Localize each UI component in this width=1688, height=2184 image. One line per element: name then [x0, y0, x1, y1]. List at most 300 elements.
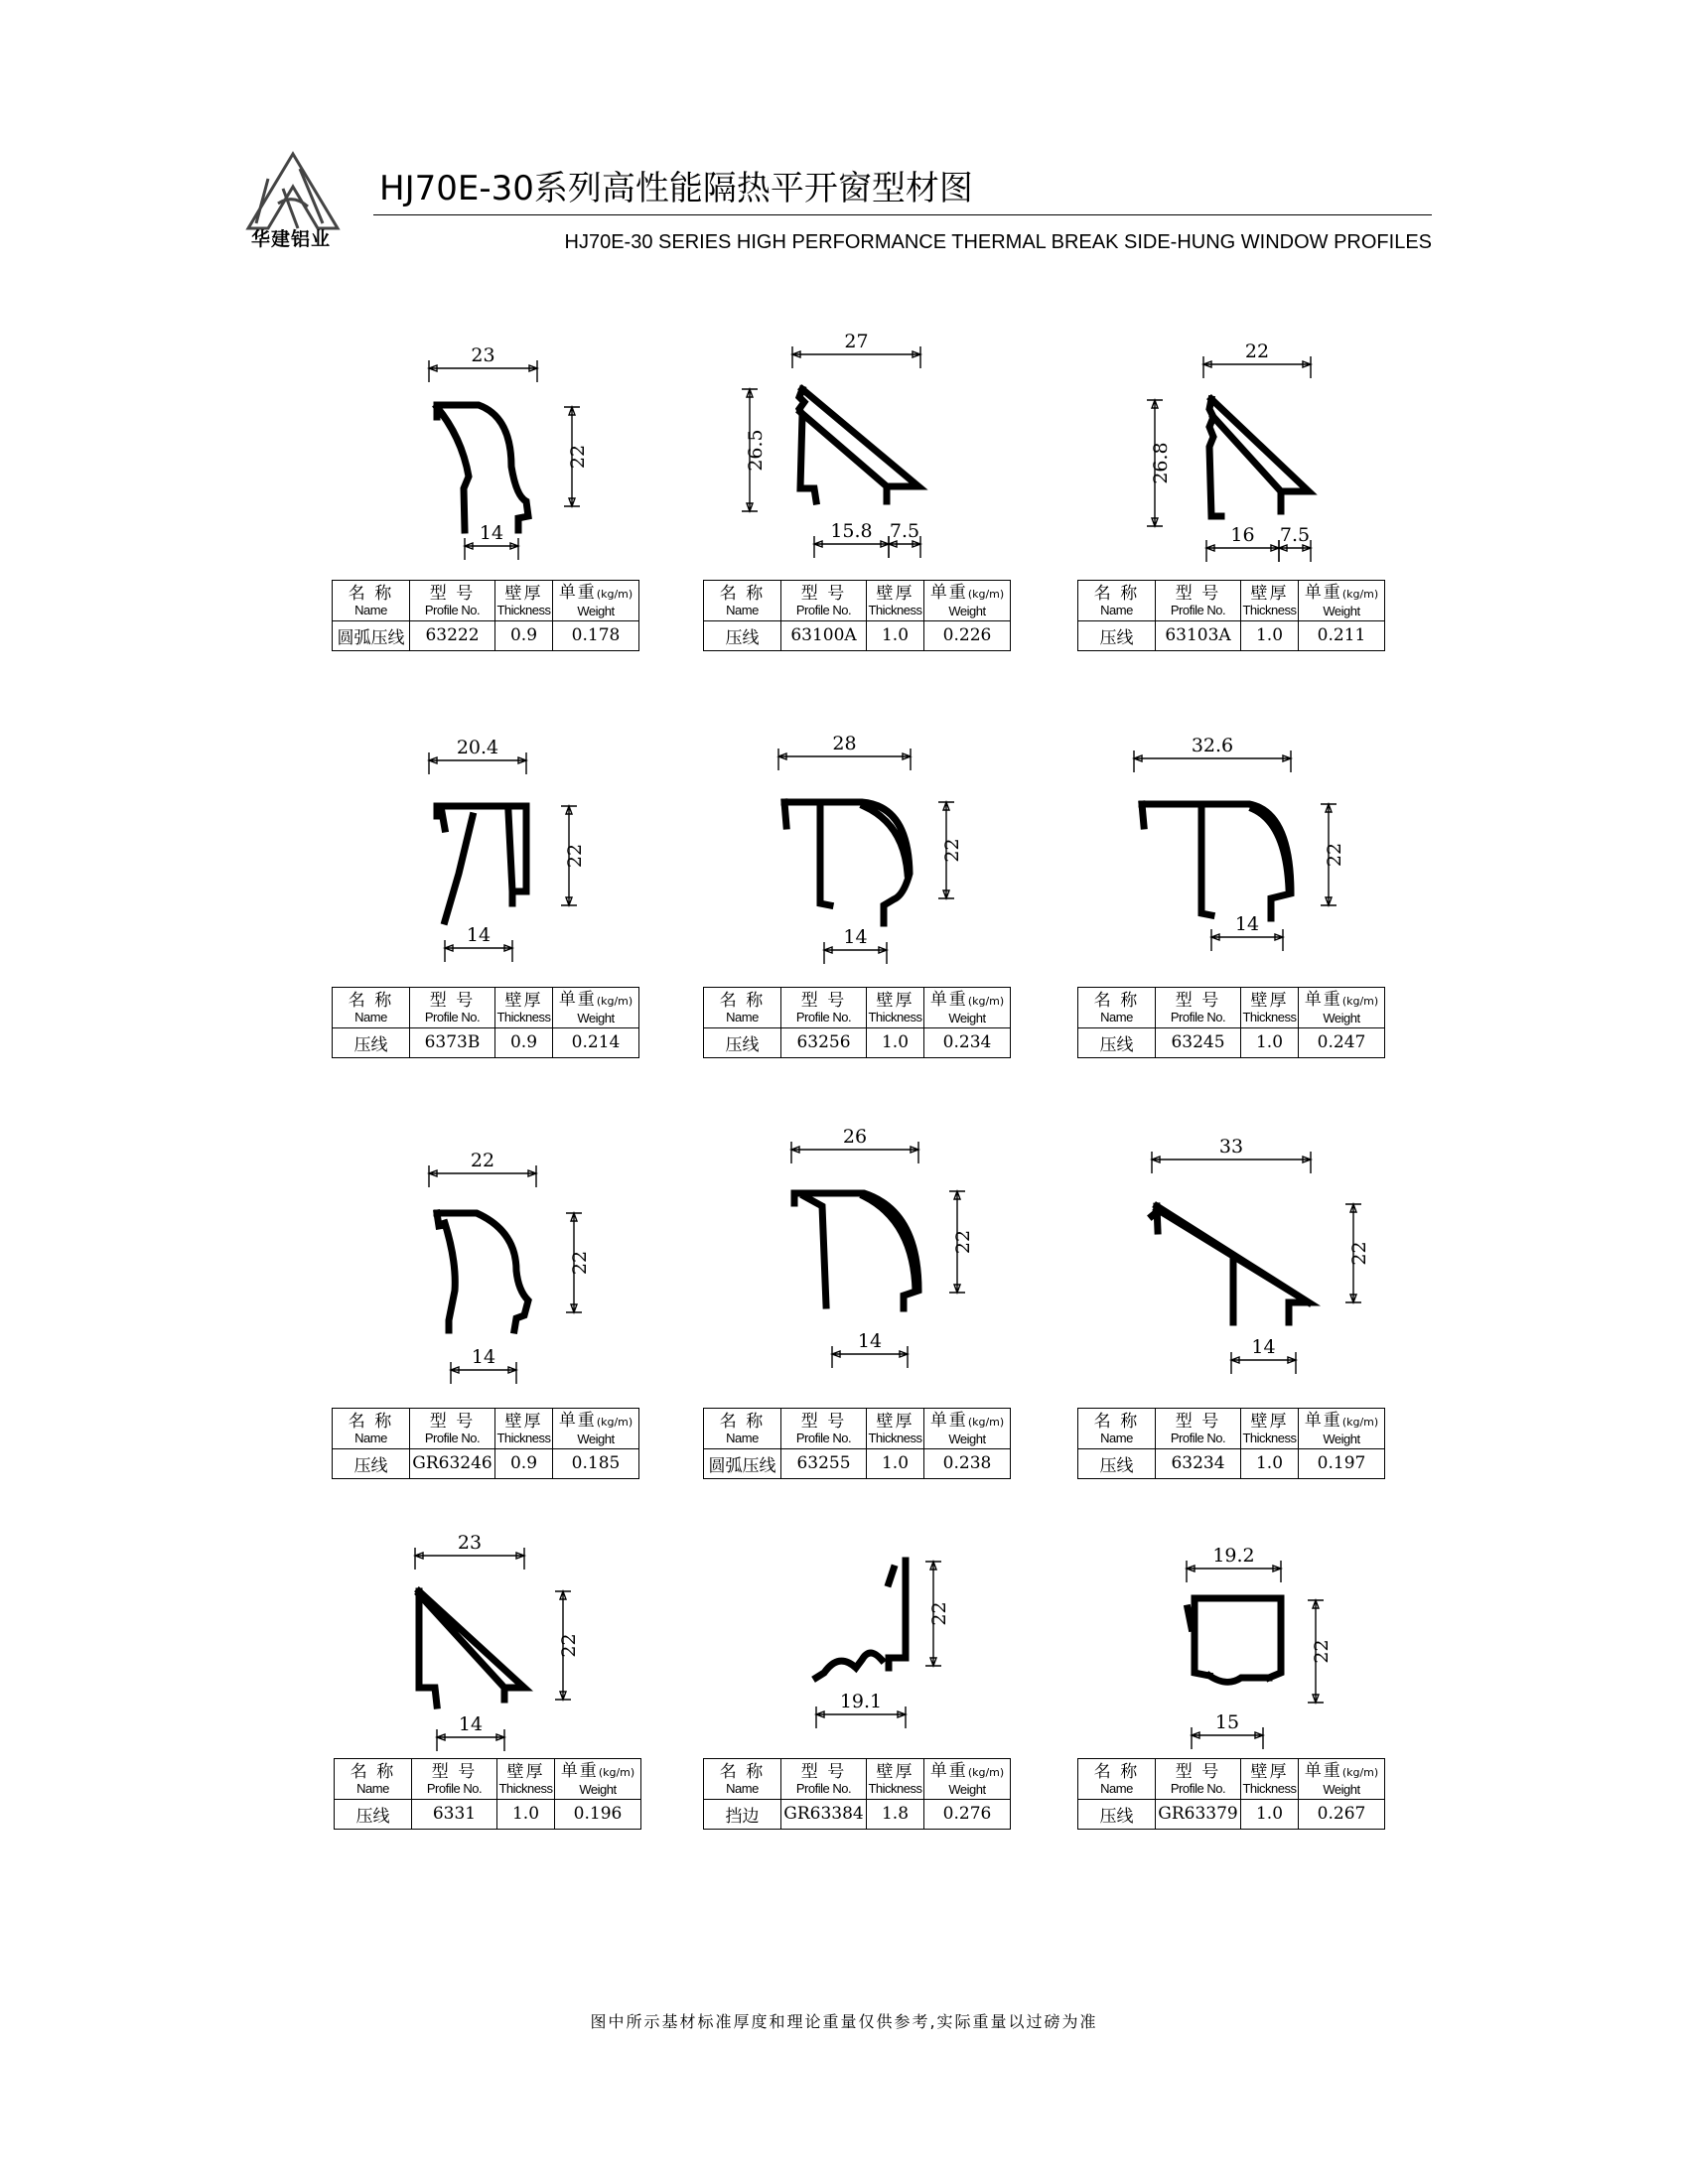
header-name: [1078, 1759, 1156, 1799]
cell-profile-no: [1156, 1448, 1241, 1478]
header-name-en: Name: [726, 1430, 759, 1445]
header-weight: [1299, 581, 1384, 620]
header-thickness: [1241, 581, 1299, 620]
dimension-label: 23: [457, 1532, 483, 1554]
header-profile-no-cn: 型 号: [1175, 1761, 1221, 1782]
header-weight-cn: 单重(kg/m): [1304, 1410, 1379, 1431]
cell-thickness: [495, 1027, 553, 1057]
dimension-label: 22: [567, 444, 589, 470]
dimension-label: 26.8: [1150, 442, 1172, 484]
spec-table: [703, 580, 1011, 651]
header-thickness-en: Thickness: [868, 602, 922, 617]
cell-profile-no: [410, 1448, 495, 1478]
cell-name: [1078, 1448, 1156, 1478]
header-thickness-cn: 壁厚: [504, 990, 543, 1011]
cell-thickness: [867, 620, 924, 650]
header-weight: [553, 1409, 638, 1448]
header-thickness: [1241, 1759, 1299, 1799]
spec-table: [332, 987, 639, 1058]
header-profile-no-cn: 型 号: [800, 583, 847, 604]
cell-weight-value: 0.196: [573, 1804, 623, 1824]
header-profile-no-cn: 型 号: [1175, 990, 1221, 1011]
cell-weight: [924, 620, 1010, 650]
cell-weight-value: 0.211: [1317, 625, 1366, 645]
spec-table: [334, 1758, 641, 1830]
dimension-label: 28: [832, 733, 857, 754]
cell-weight: [1299, 620, 1384, 650]
dimension-label: 16: [1230, 524, 1255, 546]
header-weight-cn: 单重(kg/m): [929, 1410, 1005, 1431]
header-weight-cn: 单重(kg/m): [558, 1410, 633, 1431]
dimension-label: 7.5: [1279, 524, 1311, 546]
cell-name-value: 压线: [1099, 627, 1134, 648]
header-thickness-en: Thickness: [868, 1009, 922, 1024]
header-profile-no: [1156, 581, 1241, 620]
cell-name: [704, 620, 781, 650]
cell-thickness-value: 1.0: [1255, 1032, 1284, 1052]
header-weight-en: Weight: [948, 1431, 986, 1446]
page-title-en: HJ70E-30 SERIES HIGH PERFORMANCE THERMAL BREAK SIDE-HUNG WINDOW PROFILES: [564, 231, 1432, 253]
cell-thickness-value: 1.0: [881, 1032, 910, 1052]
header-weight-en: Weight: [948, 603, 986, 618]
dimension-label: 7.5: [889, 520, 920, 542]
header-thickness-en: Thickness: [1242, 1009, 1297, 1024]
header-profile-no-en: Profile No.: [426, 1780, 483, 1796]
profile-shape: [437, 1213, 528, 1330]
spec-table: [1077, 1408, 1385, 1479]
header-weight-cn: 单重(kg/m): [929, 582, 1005, 603]
header-weight-cn: 单重(kg/m): [929, 989, 1005, 1010]
cell-name-value: 压线: [725, 1034, 760, 1055]
header-thickness-cn: 壁厚: [1250, 1761, 1289, 1782]
cell-name: [335, 1799, 412, 1829]
cell-weight-value: 0.247: [1317, 1032, 1366, 1052]
profile-shape: [1188, 1598, 1281, 1683]
header-profile-no: [410, 1409, 495, 1448]
header-profile-no-cn: 型 号: [800, 1411, 847, 1432]
header-name-cn: 名 称: [348, 583, 394, 604]
cell-name: [333, 1448, 410, 1478]
dimension-label: 22: [952, 1229, 974, 1255]
cell-weight-value: 0.238: [942, 1453, 992, 1473]
cell-profile-no: [1156, 1799, 1241, 1829]
header-thickness: [867, 1759, 924, 1799]
cell-profile-no-value: 63100A: [790, 625, 857, 645]
header-name-en: Name: [354, 1430, 387, 1445]
header-weight-cn: 单重(kg/m): [1304, 1760, 1379, 1781]
cell-name-value: 压线: [1099, 1806, 1134, 1827]
header-profile-no-en: Profile No.: [1170, 1780, 1226, 1796]
header-profile-no-en: Profile No.: [1170, 1430, 1226, 1445]
header-name: [704, 581, 781, 620]
profile-shape: [437, 405, 528, 530]
cell-thickness-value: 1.8: [881, 1804, 910, 1824]
cell-weight: [555, 1799, 640, 1829]
header-profile-no-cn: 型 号: [429, 990, 476, 1011]
header-thickness-en: Thickness: [496, 602, 551, 617]
header-thickness-cn: 壁厚: [876, 583, 914, 604]
cell-name-value: 压线: [353, 1455, 388, 1476]
weight-unit: (kg/m): [967, 587, 1005, 601]
dimension-label: 19.1: [839, 1691, 883, 1712]
page-title-cn: HJ70E-30系列高性能隔热平开窗型材图: [379, 169, 973, 208]
header-profile-no-en: Profile No.: [424, 1009, 481, 1024]
header-weight-cn: 单重(kg/m): [558, 582, 633, 603]
header-profile-no-cn: 型 号: [1175, 1411, 1221, 1432]
cell-profile-no: [781, 620, 867, 650]
cell-thickness: [1241, 1027, 1299, 1057]
header-weight-en: Weight: [577, 603, 615, 618]
header-weight-en: Weight: [1323, 603, 1360, 618]
header-weight-en: Weight: [1323, 1431, 1360, 1446]
header-weight-en: Weight: [1323, 1010, 1360, 1025]
spec-table: [703, 987, 1011, 1058]
cell-weight-value: 0.178: [571, 625, 621, 645]
cell-weight-value: 0.234: [942, 1032, 992, 1052]
spec-table: [332, 580, 639, 651]
dimension-label: 23: [471, 344, 495, 366]
header-name: [333, 581, 410, 620]
header-profile-no-en: Profile No.: [795, 1430, 852, 1445]
header-weight-en: Weight: [577, 1010, 615, 1025]
header-name: [1078, 988, 1156, 1027]
header-weight: [924, 1409, 1010, 1448]
cell-profile-no: [412, 1799, 497, 1829]
cell-profile-no-value: GR63379: [1158, 1804, 1238, 1824]
spec-table: [1077, 580, 1385, 651]
header-name: [333, 988, 410, 1027]
cell-profile-no-value: 6331: [432, 1804, 477, 1824]
cell-profile-no: [781, 1448, 867, 1478]
footer-note: 图中所示基材标准厚度和理论重量仅供参考,实际重量以过磅为准: [590, 2012, 1098, 2031]
cell-profile-no: [1156, 1027, 1241, 1057]
cell-thickness: [867, 1027, 924, 1057]
cell-profile-no: [1156, 620, 1241, 650]
profile-shape: [1209, 399, 1309, 516]
cell-name-value: 压线: [355, 1806, 390, 1827]
cell-name: [704, 1027, 781, 1057]
cell-profile-no-value: 63103A: [1165, 625, 1231, 645]
cell-thickness: [1241, 1448, 1299, 1478]
cell-thickness: [867, 1799, 924, 1829]
header-weight-cn: 单重(kg/m): [929, 1760, 1005, 1781]
header-thickness-cn: 壁厚: [876, 1411, 914, 1432]
dimension-label: 19.2: [1212, 1545, 1255, 1567]
header-thickness: [495, 581, 553, 620]
header-weight: [924, 1759, 1010, 1799]
cell-weight: [553, 620, 638, 650]
header-weight-cn: 单重(kg/m): [1304, 989, 1379, 1010]
header-name-cn: 名 称: [719, 990, 766, 1011]
weight-unit: (kg/m): [596, 1415, 633, 1429]
dimension-label: 22: [569, 1250, 591, 1276]
header-weight: [555, 1759, 640, 1799]
header-thickness-en: Thickness: [868, 1780, 922, 1796]
cell-profile-no-value: GR63246: [412, 1453, 492, 1473]
header-profile-no: [1156, 988, 1241, 1027]
cell-name: [704, 1448, 781, 1478]
header-weight: [924, 988, 1010, 1027]
profile-shape: [784, 802, 910, 923]
header-name: [333, 1409, 410, 1448]
header-thickness: [1241, 1409, 1299, 1448]
cell-thickness: [1241, 620, 1299, 650]
cell-profile-no-value: 63234: [1171, 1453, 1225, 1473]
cell-thickness-value: 0.9: [509, 1032, 538, 1052]
profile-shape: [794, 1193, 918, 1308]
cell-profile-no-value: 6373B: [424, 1032, 481, 1052]
dimension-label: 14: [857, 1330, 883, 1352]
header-weight: [553, 581, 638, 620]
cell-name: [1078, 620, 1156, 650]
dimension-label: 14: [471, 1346, 496, 1368]
dimension-label: 15.8: [830, 520, 873, 542]
header-profile-no-cn: 型 号: [1175, 583, 1221, 604]
header-name-cn: 名 称: [1093, 990, 1140, 1011]
dimension-label: 32.6: [1191, 735, 1234, 756]
cell-name-value: 压线: [353, 1034, 388, 1055]
header-profile-no-cn: 型 号: [800, 1761, 847, 1782]
header-weight: [553, 988, 638, 1027]
header-name-cn: 名 称: [1093, 1411, 1140, 1432]
header-thickness-cn: 壁厚: [1250, 990, 1289, 1011]
header-name-en: Name: [1100, 1780, 1133, 1796]
spec-table: [1077, 1758, 1385, 1830]
dimension-label: 14: [1234, 913, 1260, 935]
header-thickness: [867, 581, 924, 620]
header-thickness-en: Thickness: [1242, 1430, 1297, 1445]
spec-table: [332, 1408, 639, 1479]
header-profile-no: [412, 1759, 497, 1799]
dimension-label: 22: [470, 1150, 495, 1171]
header-name-cn: 名 称: [348, 990, 394, 1011]
cell-weight: [553, 1027, 638, 1057]
header-thickness-cn: 壁厚: [504, 1411, 543, 1432]
cell-thickness: [497, 1799, 555, 1829]
header-thickness-en: Thickness: [498, 1780, 553, 1796]
cell-profile-no-value: 63222: [425, 625, 480, 645]
header-weight-en: Weight: [948, 1010, 986, 1025]
weight-unit: (kg/m): [1341, 1415, 1379, 1429]
cell-weight: [924, 1448, 1010, 1478]
profile-shape: [1142, 804, 1291, 918]
header-weight-en: Weight: [1323, 1781, 1360, 1797]
header-profile-no-cn: 型 号: [431, 1761, 478, 1782]
header-profile-no: [410, 988, 495, 1027]
header-profile-no-en: Profile No.: [795, 602, 852, 617]
header-profile-no: [781, 988, 867, 1027]
cell-thickness-value: 1.0: [1255, 1804, 1284, 1824]
header-thickness-en: Thickness: [1242, 1780, 1297, 1796]
dimension-label: 33: [1218, 1136, 1244, 1158]
weight-unit: (kg/m): [596, 994, 633, 1008]
cell-thickness-value: 1.0: [1255, 625, 1284, 645]
header-profile-no-en: Profile No.: [1170, 1009, 1226, 1024]
cell-weight: [553, 1448, 638, 1478]
weight-unit: (kg/m): [1341, 994, 1379, 1008]
cell-weight-value: 0.197: [1317, 1453, 1366, 1473]
dimension-label: 20.4: [456, 737, 499, 758]
header-weight: [1299, 1759, 1384, 1799]
cell-thickness-value: 1.0: [881, 625, 910, 645]
spec-table: [703, 1758, 1011, 1830]
weight-unit: (kg/m): [967, 1765, 1005, 1779]
header-profile-no-en: Profile No.: [424, 1430, 481, 1445]
cell-profile-no-value: 63256: [796, 1032, 851, 1052]
cell-name-value: 圆弧压线: [337, 627, 405, 648]
header-name-en: Name: [726, 1780, 759, 1796]
header-name-en: Name: [1100, 602, 1133, 617]
dimension-label: 14: [479, 522, 504, 544]
header-name-cn: 名 称: [350, 1761, 396, 1782]
header-name-en: Name: [726, 1009, 759, 1024]
weight-unit: (kg/m): [967, 1415, 1005, 1429]
dimension-label: 14: [466, 924, 492, 946]
cell-name: [1078, 1027, 1156, 1057]
profile-shape: [799, 389, 918, 501]
header-thickness-en: Thickness: [496, 1430, 551, 1445]
header-name-cn: 名 称: [1093, 583, 1140, 604]
header-name: [704, 1759, 781, 1799]
header-name-en: Name: [354, 1009, 387, 1024]
header-weight-en: Weight: [577, 1431, 615, 1446]
header-weight-cn: 单重(kg/m): [1304, 582, 1379, 603]
header-weight: [1299, 1409, 1384, 1448]
header-name: [1078, 1409, 1156, 1448]
header-name-cn: 名 称: [1093, 1761, 1140, 1782]
header-name-cn: 名 称: [719, 1411, 766, 1432]
cell-weight-value: 0.276: [942, 1804, 992, 1824]
cell-name: [333, 620, 410, 650]
cell-name: [1078, 1799, 1156, 1829]
header-profile-no: [781, 1759, 867, 1799]
header-thickness: [495, 1409, 553, 1448]
header-thickness: [497, 1759, 555, 1799]
cell-thickness-value: 1.0: [881, 1453, 910, 1473]
cell-weight-value: 0.185: [571, 1453, 621, 1473]
cell-name-value: 压线: [1099, 1455, 1134, 1476]
header-name-en: Name: [726, 602, 759, 617]
header-name: [1078, 581, 1156, 620]
header-name-cn: 名 称: [719, 1761, 766, 1782]
header-name-cn: 名 称: [348, 1411, 394, 1432]
header-name-en: Name: [354, 602, 387, 617]
header-profile-no-en: Profile No.: [795, 1009, 852, 1024]
header-profile-no: [1156, 1409, 1241, 1448]
spec-table: [1077, 987, 1385, 1058]
header-thickness-cn: 壁厚: [1250, 1411, 1289, 1432]
weight-unit: (kg/m): [1341, 1765, 1379, 1779]
dimension-label: 15: [1214, 1711, 1240, 1733]
dimension-label: 22: [1244, 341, 1270, 362]
dimension-label: 22: [928, 1601, 950, 1626]
cell-name-value: 压线: [725, 627, 760, 648]
header-thickness-en: Thickness: [868, 1430, 922, 1445]
header-thickness: [495, 988, 553, 1027]
header-thickness-cn: 壁厚: [506, 1761, 545, 1782]
header-profile-no-en: Profile No.: [1170, 602, 1226, 617]
cell-thickness-value: 1.0: [511, 1804, 540, 1824]
weight-unit: (kg/m): [1341, 587, 1379, 601]
dimension-label: 27: [844, 331, 869, 352]
header-name-en: Name: [356, 1780, 389, 1796]
header-weight-cn: 单重(kg/m): [560, 1760, 635, 1781]
cell-thickness-value: 1.0: [1255, 1453, 1284, 1473]
profile-shape: [437, 806, 526, 921]
cell-thickness: [1241, 1799, 1299, 1829]
profile-shape: [816, 1561, 906, 1678]
header-weight: [1299, 988, 1384, 1027]
logo-text: 华建铝业: [250, 228, 331, 250]
header-profile-no-cn: 型 号: [429, 583, 476, 604]
cell-name-value: 挡边: [725, 1806, 760, 1827]
cell-thickness: [495, 1448, 553, 1478]
dimension-label: 22: [558, 1633, 580, 1658]
header-weight-en: Weight: [948, 1781, 986, 1797]
header-thickness-en: Thickness: [496, 1009, 551, 1024]
cell-thickness: [867, 1448, 924, 1478]
header-thickness: [867, 1409, 924, 1448]
dimension-label: 14: [458, 1713, 484, 1735]
header-profile-no-cn: 型 号: [800, 990, 847, 1011]
header-thickness-cn: 壁厚: [876, 1761, 914, 1782]
cell-name: [704, 1799, 781, 1829]
cell-profile-no: [410, 620, 495, 650]
cell-weight-value: 0.214: [571, 1032, 621, 1052]
header-name: [335, 1759, 412, 1799]
cell-weight: [1299, 1799, 1384, 1829]
cell-profile-no: [781, 1027, 867, 1057]
header-profile-no-en: Profile No.: [424, 602, 481, 617]
weight-unit: (kg/m): [598, 1765, 635, 1779]
header-thickness-cn: 壁厚: [876, 990, 914, 1011]
cell-profile-no-value: 63255: [796, 1453, 851, 1473]
cell-profile-no-value: GR63384: [783, 1804, 864, 1824]
weight-unit: (kg/m): [596, 587, 633, 601]
dimension-label: 22: [1348, 1241, 1370, 1266]
cell-weight: [924, 1799, 1010, 1829]
dimension-label: 26: [842, 1126, 868, 1148]
weight-unit: (kg/m): [967, 994, 1005, 1008]
cell-weight: [924, 1027, 1010, 1057]
dimension-label: 22: [1311, 1639, 1333, 1664]
cell-weight-value: 0.226: [942, 625, 992, 645]
header-profile-no: [1156, 1759, 1241, 1799]
dimension-label: 22: [1324, 842, 1345, 868]
header-profile-no-cn: 型 号: [429, 1411, 476, 1432]
spec-table: [703, 1408, 1011, 1479]
header-name-en: Name: [1100, 1430, 1133, 1445]
dimension-label: 14: [843, 926, 868, 948]
header-thickness-cn: 壁厚: [1250, 583, 1289, 604]
header-name: [704, 1409, 781, 1448]
dimension-label: 26.5: [745, 429, 767, 472]
header-name-cn: 名 称: [719, 583, 766, 604]
header-profile-no-en: Profile No.: [795, 1780, 852, 1796]
header-name-en: Name: [1100, 1009, 1133, 1024]
profile-shape: [1152, 1206, 1309, 1322]
header-thickness: [1241, 988, 1299, 1027]
cell-profile-no: [410, 1027, 495, 1057]
cell-thickness-value: 0.9: [509, 625, 538, 645]
header-thickness-cn: 壁厚: [504, 583, 543, 604]
header-profile-no: [781, 581, 867, 620]
cell-profile-no: [781, 1799, 867, 1829]
header-profile-no: [781, 1409, 867, 1448]
header-name: [704, 988, 781, 1027]
dimension-label: 14: [1251, 1336, 1276, 1358]
header-weight-en: Weight: [579, 1781, 617, 1797]
